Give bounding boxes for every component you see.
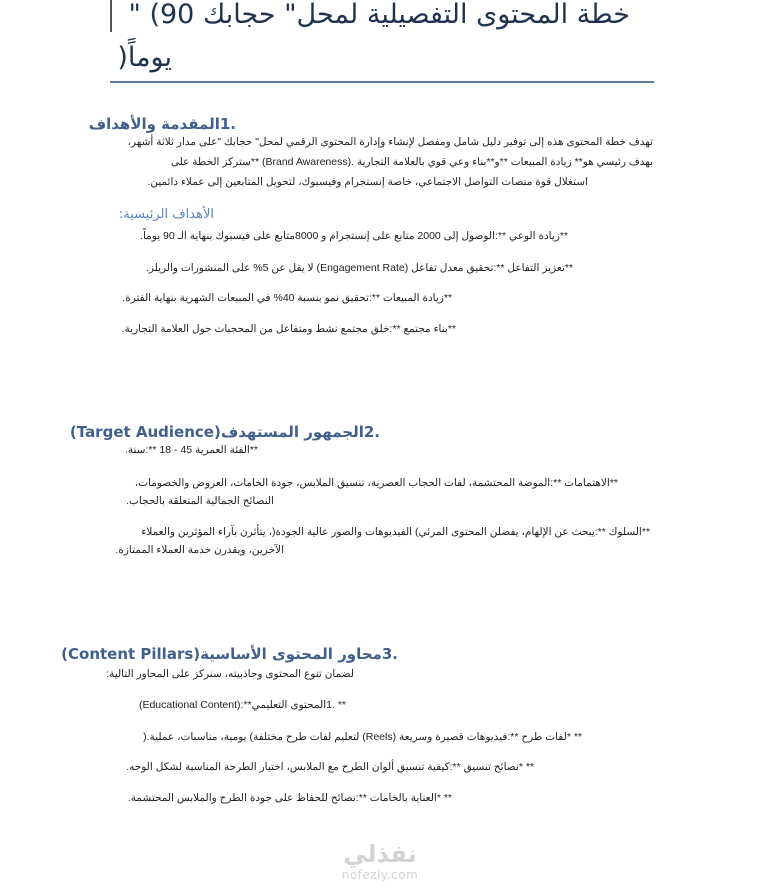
audience-item-interests: **الاهتمامات **:الموضة المحتشمة، لفات الحجاب العصرية، تنسيق الملابس، جودة الخامات، العروض والخصومات، (134, 477, 618, 489)
intro-paragraph-line-1: تهدف خطة المحتوى هذه إلى توفير دليل شامل ومفصل لإنشاء وإدارة المحتوى الرقمي لمحل" حجابك "على مدار ثلاثة أشهر، (127, 136, 653, 148)
document-title-continued: يوماً( (117, 42, 172, 73)
section-3-heading: .3محاور المحتوى الأساسية(Content Pillars) (61, 645, 398, 663)
nofezly-watermark (330, 840, 430, 882)
goal-item: **بناء مجتمع **:خلق مجتمع نشط ومتفاعل من المحجبات حول العلامة التجارية. (121, 323, 456, 335)
audience-item-interests-continued: النصائح الجمالية المتعلقة بالحجاب. (126, 495, 274, 507)
pillar-item: ** *العناية بالخامات **:نصائح للحفاظ على جودة الطرح والملابس المحتشمة. (127, 792, 452, 804)
watermark-arabic-text: نفذلي (343, 840, 417, 868)
audience-item-age: **الفئة العمرية 45 - 18 **:سنة. (124, 444, 258, 456)
goal-item: **زيادة الوعي **:الوصول إلى 2000 متابع على إنستجرام و 8000متابع على فيسبوك بنهاية الـ 90 يوماً. (140, 230, 568, 242)
section-1-heading: .1المقدمة والأهداف (88, 115, 236, 133)
watermark-latin-text: nofezly.com (341, 868, 419, 882)
pillar-item: ** *لفات طرح **:فيديوهات قصيرة وسريعة (Reels) لتعليم لفات طرح مختلفة) يومية، مناسبات، عملية.( (143, 731, 582, 743)
audience-item-behavior-continued: الآخرين، ويقدرن خدمة العملاء الممتازة. (115, 544, 284, 556)
title-underline-divider (110, 81, 654, 83)
main-goals-subheading: الأهداف الرئيسية: (118, 207, 214, 222)
content-pillars-intro: لضمان تنوع المحتوى وجاذبيته، سنركز على المحاور التالية: (106, 668, 354, 680)
pillar-item: ** *نصائح تنسيق **:كيفية تنسيق ألوان الطرح مع الملابس، اختيار الطرحة المناسبة لشكل الوجه. (126, 761, 534, 773)
document-title: خطة المحتوى التفصيلية لمحل" حجابك 90) " (128, 0, 630, 30)
pillar-educational-title: ** .1المحتوى التعليمي**:(Educational Content) (138, 699, 346, 711)
audience-item-behavior: **السلوك **:يبحث عن الإلهام، يفضلن المحتوى المرئي) الفيديوهات والصور عالية الجودة(، يتأثرن بآراء المؤثرين والعملاء (141, 526, 650, 538)
goal-item: **تعزيز التفاعل **:تحقيق معدل تفاعل (Engagement Rate) لا يقل عن 5% على المنشورات والريلز. (145, 262, 573, 274)
intro-paragraph-line-2: بهدف رئيسي هو** زيادة المبيعات **و**بناء وعي قوي بالعلامة التجارية .(Brand Awareness) **ستركز الخطة على (170, 156, 653, 168)
intro-paragraph-line-3: استغلال قوة منصات التواصل الاجتماعي، خاصة إنستجرام وفيسبوك، لتحويل المتابعين إلى عملاء دائمين. (147, 176, 588, 188)
section-2-heading: .2الجمهور المستهدف(Target Audience) (69, 423, 380, 441)
goal-item: **زيادة المبيعات **:تحقيق نمو بنسبة 40% في المبيعات الشهرية بنهاية الفترة. (122, 292, 452, 304)
